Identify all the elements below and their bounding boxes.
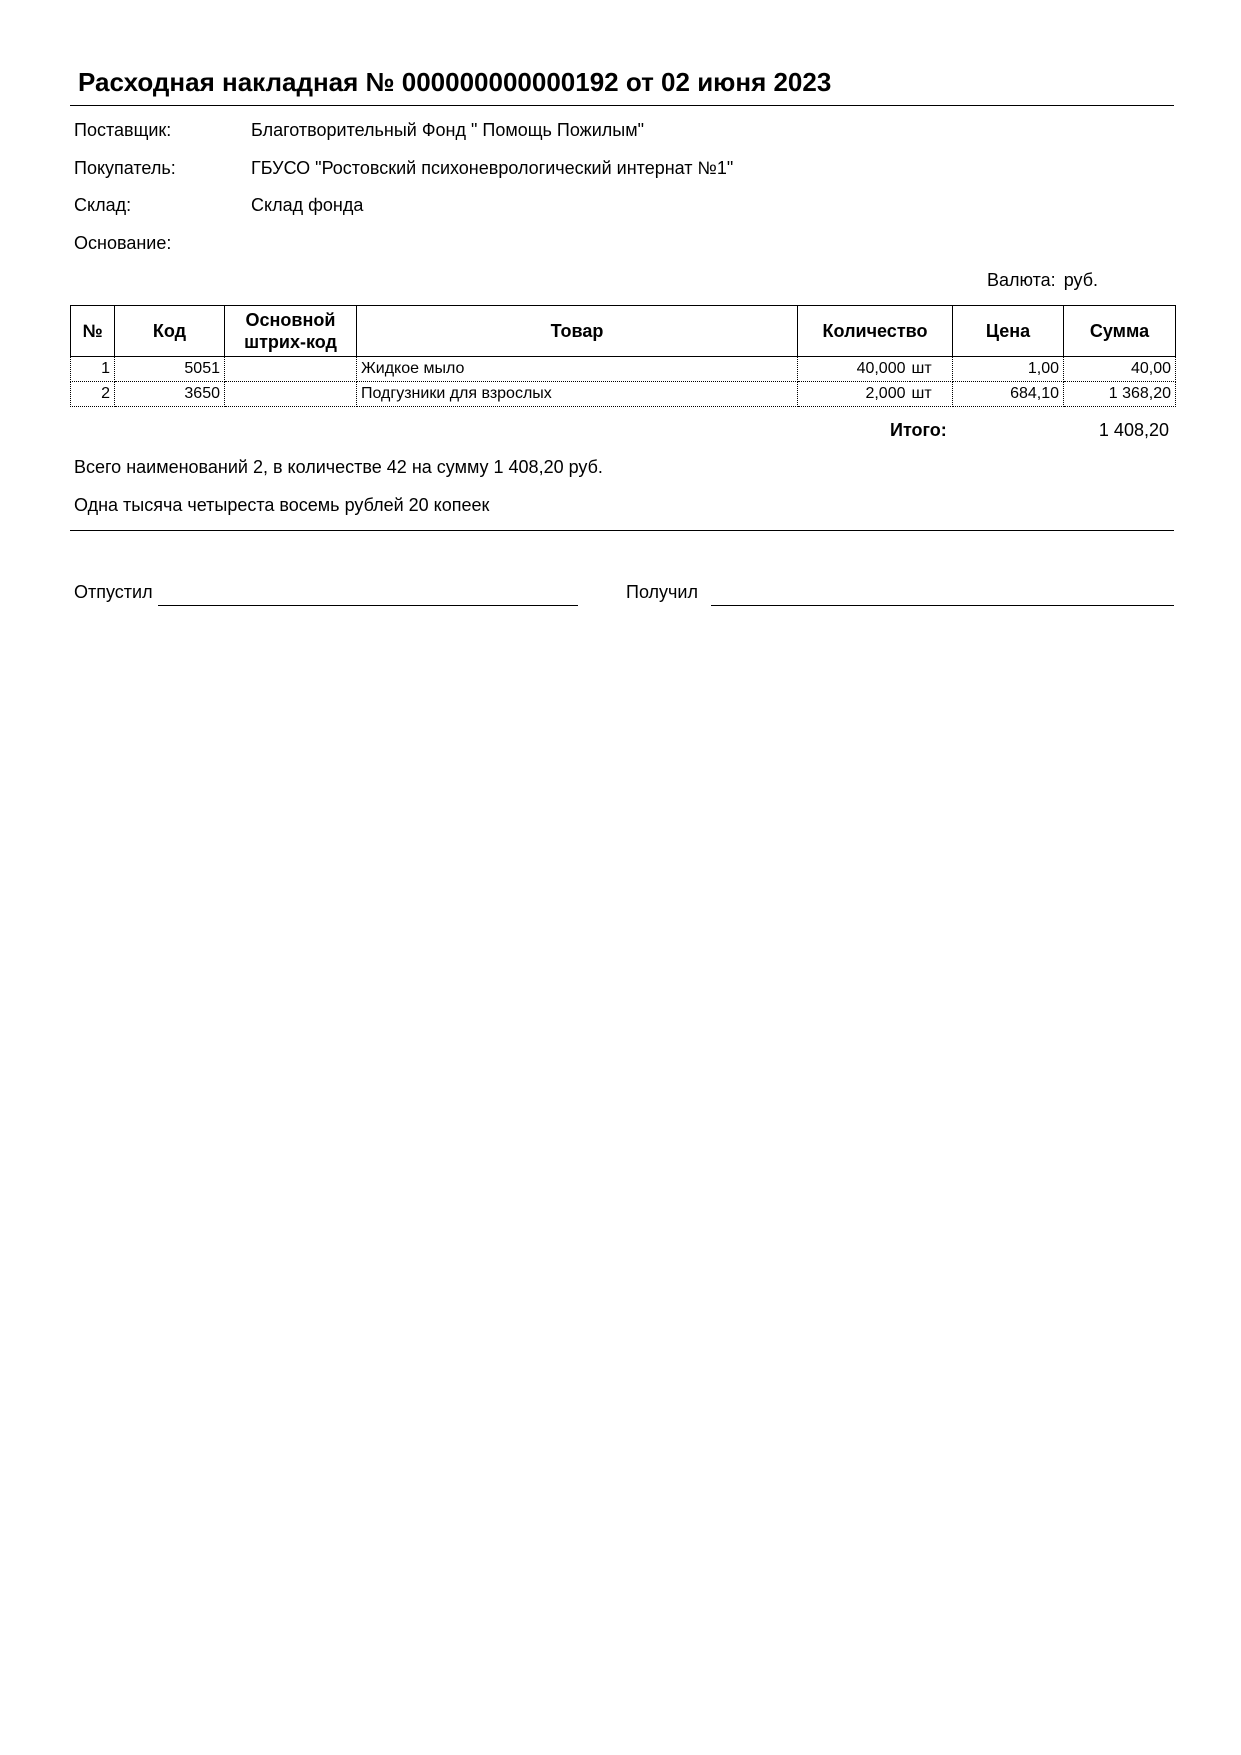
received-by-label: Получил	[626, 582, 698, 602]
header-quantity: Количество	[798, 306, 953, 357]
row-barcode	[225, 357, 357, 382]
amount-in-words: Одна тысяча четыреста восемь рублей 20 копеек	[74, 495, 490, 515]
header-product: Товар	[357, 306, 798, 357]
total-label: Итого:	[890, 420, 947, 440]
summary-line: Всего наименований 2, в количестве 42 на сумму 1 408,20 руб.	[74, 457, 603, 477]
warehouse-label: Склад:	[74, 195, 132, 215]
currency	[987, 268, 1098, 292]
header-barcode: Основной штрих-код	[225, 306, 357, 357]
currency-value: руб.	[1063, 270, 1099, 290]
basis-label: Основание:	[74, 233, 172, 253]
released-by-label: Отпустил	[74, 582, 153, 602]
row-price: 684,10	[953, 382, 1064, 407]
supplier-value: Благотворительный Фонд " Помощь Пожилым"	[251, 120, 644, 140]
row-sum: 40,00	[1064, 357, 1176, 382]
row-barcode	[225, 382, 357, 407]
header-num: №	[71, 306, 115, 357]
row-product: Жидкое мыло	[357, 357, 798, 382]
total-value: 1 408,20	[1098, 420, 1169, 440]
header-price: Цена	[953, 306, 1064, 357]
row-unit: шт	[910, 357, 953, 382]
header-sum: Сумма	[1064, 306, 1176, 357]
supplier-label: Поставщик:	[74, 120, 172, 140]
table-row	[71, 357, 1176, 382]
buyer-label: Покупатель:	[74, 158, 176, 178]
row-quantity: 40,000	[798, 357, 910, 382]
released-by-signature-line	[158, 605, 578, 606]
row-code: 3650	[115, 382, 225, 407]
row-product: Подгузники для взрослых	[357, 382, 798, 407]
row-sum: 1 368,20	[1064, 382, 1176, 407]
table-header-row	[71, 306, 1176, 357]
received-by-signature-line	[711, 605, 1174, 606]
row-quantity: 2,000	[798, 382, 910, 407]
row-num: 1	[71, 357, 115, 382]
row-code: 5051	[115, 357, 225, 382]
buyer-value: ГБУСО "Ростовский психоневрологический интернат №1"	[251, 158, 734, 178]
warehouse-value: Склад фонда	[251, 195, 364, 215]
title-divider	[70, 105, 1174, 106]
currency-label: Валюта:	[987, 270, 1056, 290]
header-code: Код	[115, 306, 225, 357]
footer-divider	[70, 530, 1174, 531]
table-row	[71, 382, 1176, 407]
row-price: 1,00	[953, 357, 1064, 382]
items-table	[70, 305, 1176, 407]
document-title: Расходная накладная № 000000000000192 от 02 июня 2023	[78, 67, 832, 97]
row-num: 2	[71, 382, 115, 407]
row-unit: шт	[910, 382, 953, 407]
